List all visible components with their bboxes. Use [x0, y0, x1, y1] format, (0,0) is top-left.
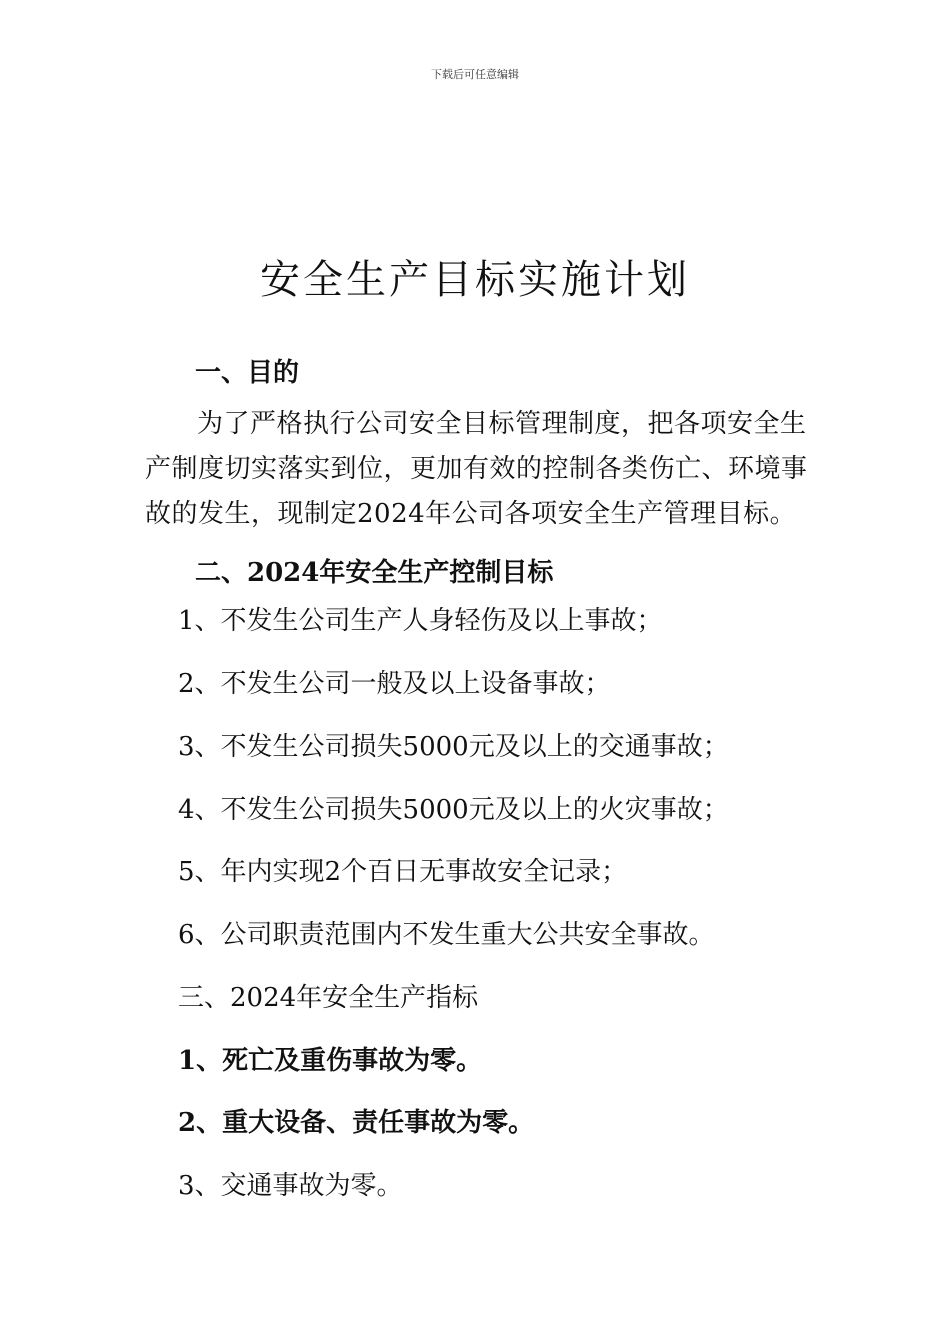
section-2-heading: 二、2024年安全生产控制目标: [195, 558, 554, 588]
section-2-item-6: 6、公司职责范围内不发生重大公共安全事故。: [178, 920, 715, 950]
section-2-item-5: 5、年内实现2个百日无事故安全记录；: [178, 857, 628, 887]
section-3-item-2: 2、重大设备、责任事故为零。: [178, 1108, 535, 1138]
section-3-heading: 三、2024年安全生产指标: [178, 983, 479, 1013]
section-3-item-3: 3、交通事故为零。: [178, 1171, 403, 1201]
section-2-item-4: 4、不发生公司损失5000元及以上的火灾事故；: [178, 795, 729, 825]
section-2-item-2: 2、不发生公司一般及以上设备事故；: [178, 669, 611, 699]
document-title: 安全生产目标实施计划: [260, 257, 690, 303]
section-1-paragraph: 为了严格执行公司安全目标管理制度，把各项安全生产制度切实落实到位，更加有效的控制各类伤亡、环境事故的发生，现制定2024年公司各项安全生产管理目标。: [145, 409, 808, 529]
section-2-item-3: 3、不发生公司损失5000元及以上的交通事故；: [178, 732, 729, 762]
section-2-item-1: 1、不发生公司生产人身轻伤及以上事故；: [178, 606, 663, 636]
header-note: 下载后可任意编辑: [431, 68, 519, 81]
section-3-item-1: 1、死亡及重伤事故为零。: [178, 1046, 483, 1076]
section-1-heading: 一、目的: [195, 358, 300, 388]
